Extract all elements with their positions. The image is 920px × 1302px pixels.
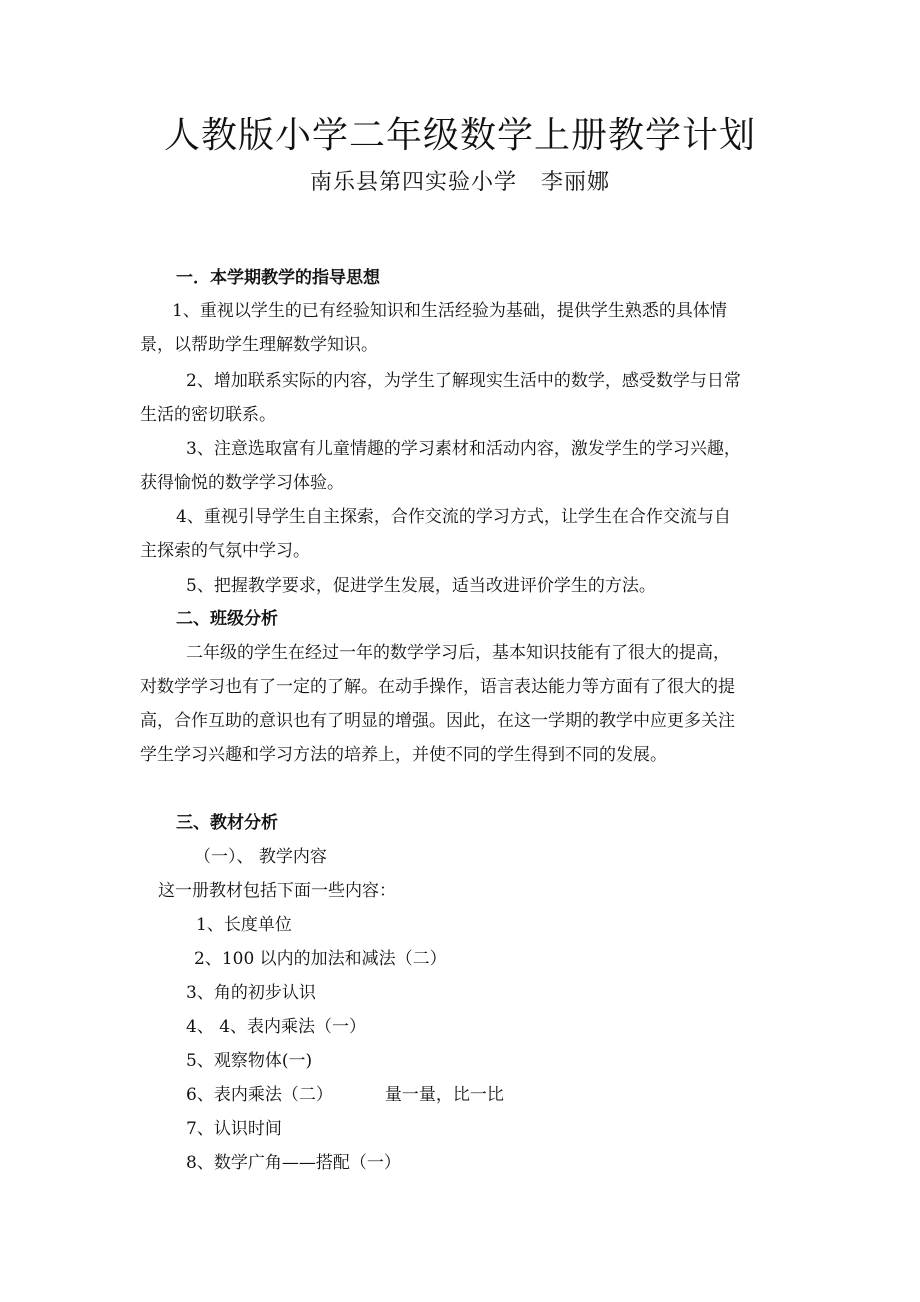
section1-line: 4、重视引导学生自主探索，合作交流的学习方式，让学生在合作交流与自: [176, 507, 731, 527]
content-list-item: 2、100 以内的加法和减法（二）: [194, 949, 447, 969]
content-list-item: 7、认识时间: [186, 1119, 282, 1139]
section1-line: 获得愉悦的数学学习体验。: [140, 473, 344, 493]
section2-line: 学生学习兴趣和学习方法的培养上，并使不同的学生得到不同的发展。: [140, 745, 667, 765]
section2-line: 高，合作互助的意识也有了明显的增强。因此，在这一学期的教学中应更多关注: [140, 711, 735, 731]
section3-subheading: （一）、 教学内容: [194, 847, 327, 867]
section1-line: 1、重视以学生的已有经验知识和生活经验为基础，提供学生熟悉的具体情: [172, 301, 727, 321]
content-list-item: 5、观察物体(一): [186, 1051, 313, 1071]
section1-line: 生活的密切联系。: [140, 405, 276, 425]
section3-intro: 这一册教材包括下面一些内容：: [158, 881, 396, 901]
school-name: 南乐县第四实验小学: [309, 170, 517, 195]
content-list-item: 1、长度单位: [196, 915, 292, 935]
content-list-item: 4、 4、表内乘法（一）: [186, 1017, 367, 1037]
section1-line: 2、增加联系实际的内容，为学生了解现实生活中的数学，感受数学与日常: [186, 371, 741, 391]
section2-line: 对数学学习也有了一定的了解。在动手操作，语言表达能力等方面有了很大的提: [140, 677, 735, 697]
content-list-item: 3、角的初步认识: [186, 983, 316, 1003]
document-subtitle: [0, 167, 920, 199]
content-list-item-extra: 量一量，比一比: [384, 1085, 504, 1105]
section2-line: 二年级的学生在经过一年的数学学习后，基本知识技能有了很大的提高，: [186, 643, 730, 663]
content-list-item-label: 6、表内乘法（二）: [186, 1085, 333, 1105]
section1-line: 5、把握教学要求，促进学生发展，适当改进评价学生的方法。: [186, 576, 656, 596]
content-list-item: [186, 1082, 504, 1108]
author-name: 李丽娜: [541, 170, 611, 195]
section1-heading: 一．本学期教学的指导思想: [176, 268, 380, 288]
section1-line: 主探索的气氛中学习。: [140, 541, 310, 561]
section3-heading: 三、教材分析: [176, 813, 278, 833]
document-title: 人教版小学二年级数学上册教学计划: [163, 115, 756, 156]
section1-line: 景，以帮助学生理解数学知识。: [140, 335, 378, 355]
section2-heading: 二、班级分析: [176, 609, 278, 629]
section1-line: 3、注意选取富有儿童情趣的学习素材和活动内容，激发学生的学习兴趣，: [186, 439, 741, 459]
content-list-item: 8、数学广角——搭配（一）: [186, 1153, 401, 1173]
